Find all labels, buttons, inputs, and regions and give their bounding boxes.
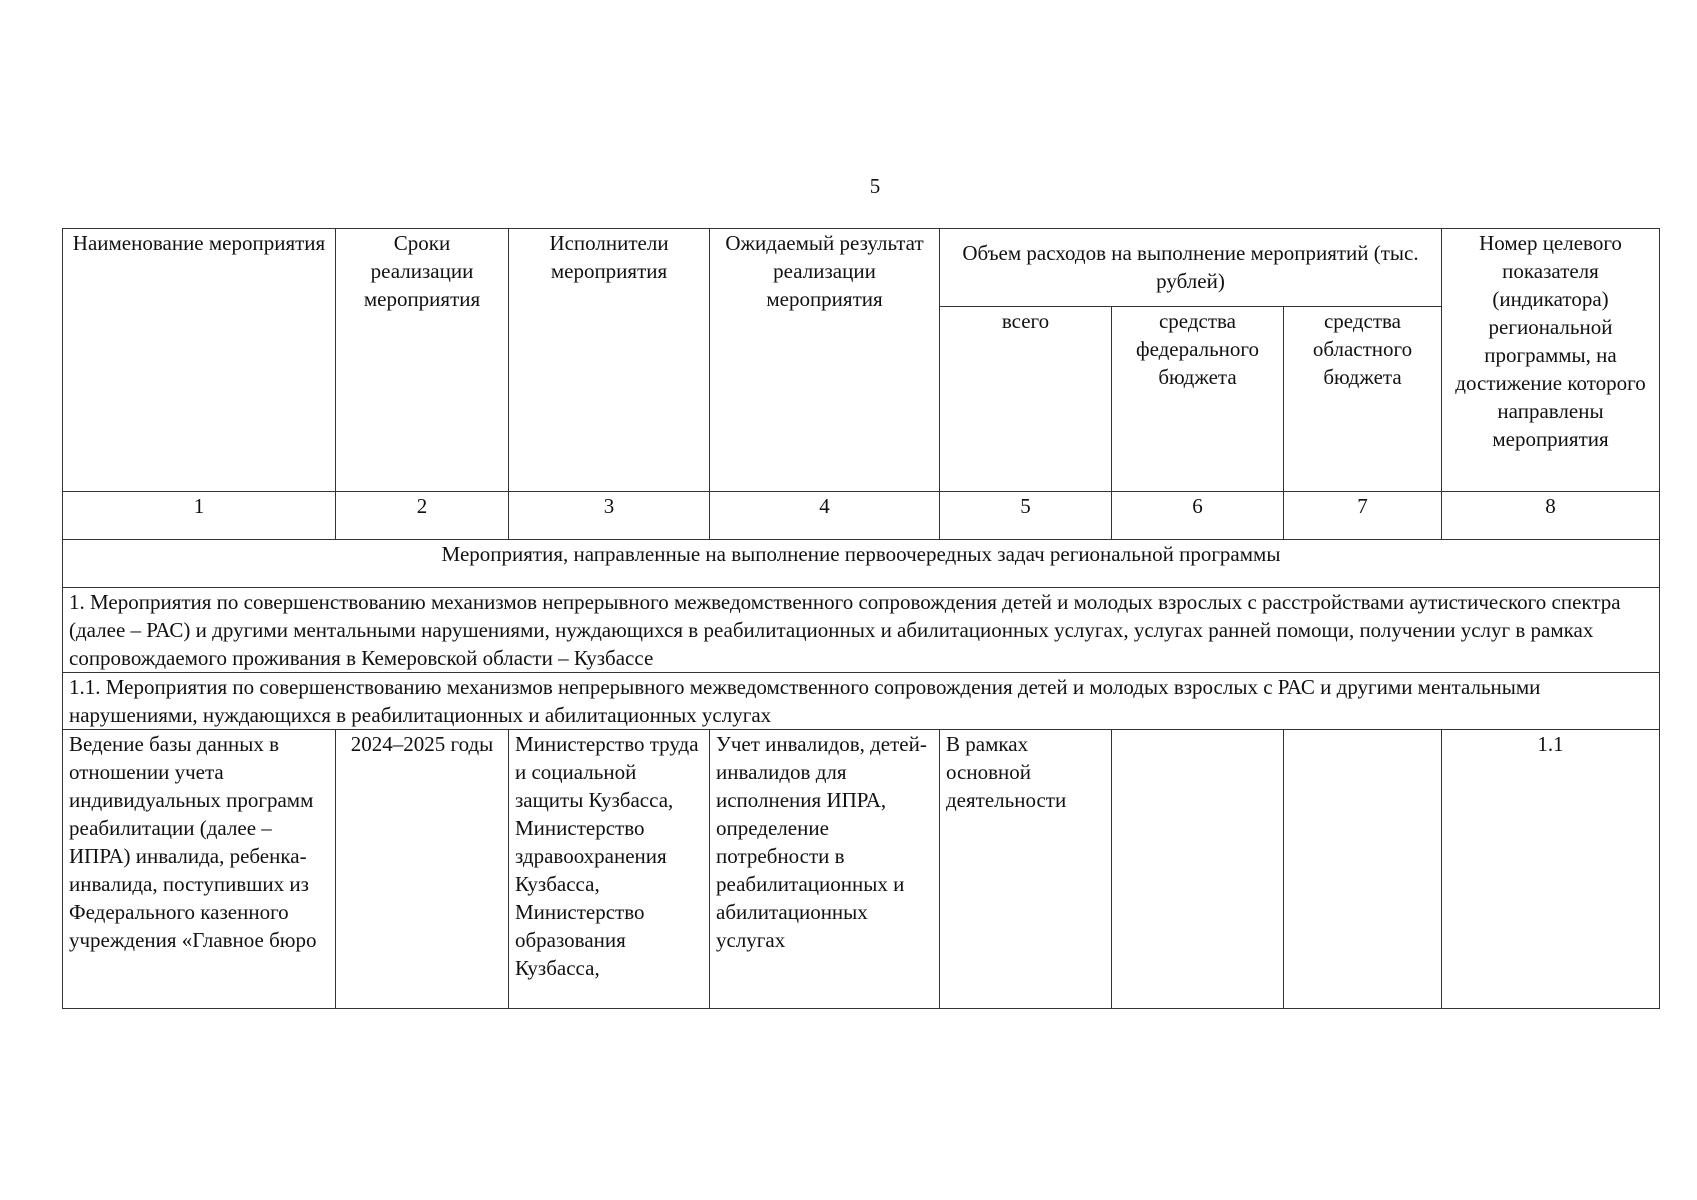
measure-name-cell: Ведение базы данных в отношении учета индивидуальных программ реабилитации (далее – ИПРА) инвалида, ребенка-инвалида, поступивших из Федерального казенного учреждения «Главное бюро (63, 730, 336, 1009)
column-number: 3 (509, 492, 710, 540)
header-result: Ожидаемый результат реализации мероприятия (710, 229, 940, 492)
measure-period-cell: 2024–2025 годы (336, 730, 509, 1009)
column-number: 4 (710, 492, 940, 540)
column-numbers-row (63, 492, 1660, 540)
section-title: Мероприятия, направленные на выполнение первоочередных задач региональной программы (63, 540, 1660, 588)
measure-result-cell: Учет инвалидов, детей-инвалидов для исполнения ИПРА, определение потребности в реабилитационных и абилитационных услугах (710, 730, 940, 1009)
header-total: всего (940, 307, 1112, 492)
measures-table (62, 228, 1660, 1009)
header-expenses-group: Объем расходов на выполнение мероприятий (тыс. рублей) (940, 229, 1442, 307)
section-1-1-text: 1.1. Мероприятия по совершенствованию механизмов непрерывного межведомственного сопровождения детей и молодых взрослых с РАС и другими ментальными нарушениями, нуждающихся в реабилитационных и абилитационных услугах (63, 673, 1660, 730)
header-federal-budget: средства федерального бюджета (1112, 307, 1284, 492)
column-number: 6 (1112, 492, 1284, 540)
table-header-row (63, 229, 1660, 307)
section-1-row (63, 588, 1660, 673)
column-number: 1 (63, 492, 336, 540)
column-number: 2 (336, 492, 509, 540)
section-1-text: 1. Мероприятия по совершенствованию механизмов непрерывного межведомственного сопровождения детей и молодых взрослых с расстройствами аутистического спектра (далее – РАС) и другими ментальными нарушениями, нуждающихся в реабилитационных и абилитационных услугах, услугах ранней помощи, получении услуг в рамках сопровождаемого проживания в Кемеровской области – Кузбассе (63, 588, 1660, 673)
measure-total-cell: В рамках основной деятельности (940, 730, 1112, 1009)
measure-executors-cell: Министерство труда и социальной защиты Кузбасса, Министерство здравоохранения Кузбасса, Министерство образования Кузбасса, (509, 730, 710, 1009)
page-number: 5 (869, 174, 881, 198)
measure-federal-cell (1112, 730, 1284, 1009)
column-number: 5 (940, 492, 1112, 540)
column-number: 8 (1442, 492, 1660, 540)
column-number: 7 (1284, 492, 1442, 540)
header-period: Сроки реализации мероприятия (336, 229, 509, 492)
measure-regional-cell (1284, 730, 1442, 1009)
measure-indicator-cell: 1.1 (1442, 730, 1660, 1009)
header-regional-budget: средства областного бюджета (1284, 307, 1442, 492)
section-title-row (63, 540, 1660, 588)
header-executors: Исполнители мероприятия (509, 229, 710, 492)
header-name: Наименование мероприятия (63, 229, 336, 492)
table-row (63, 730, 1660, 1009)
section-1-1-row (63, 673, 1660, 730)
header-indicator: Номер целевого показателя (индикатора) региональной программы, на достижение которого направлены мероприятия (1442, 229, 1660, 492)
